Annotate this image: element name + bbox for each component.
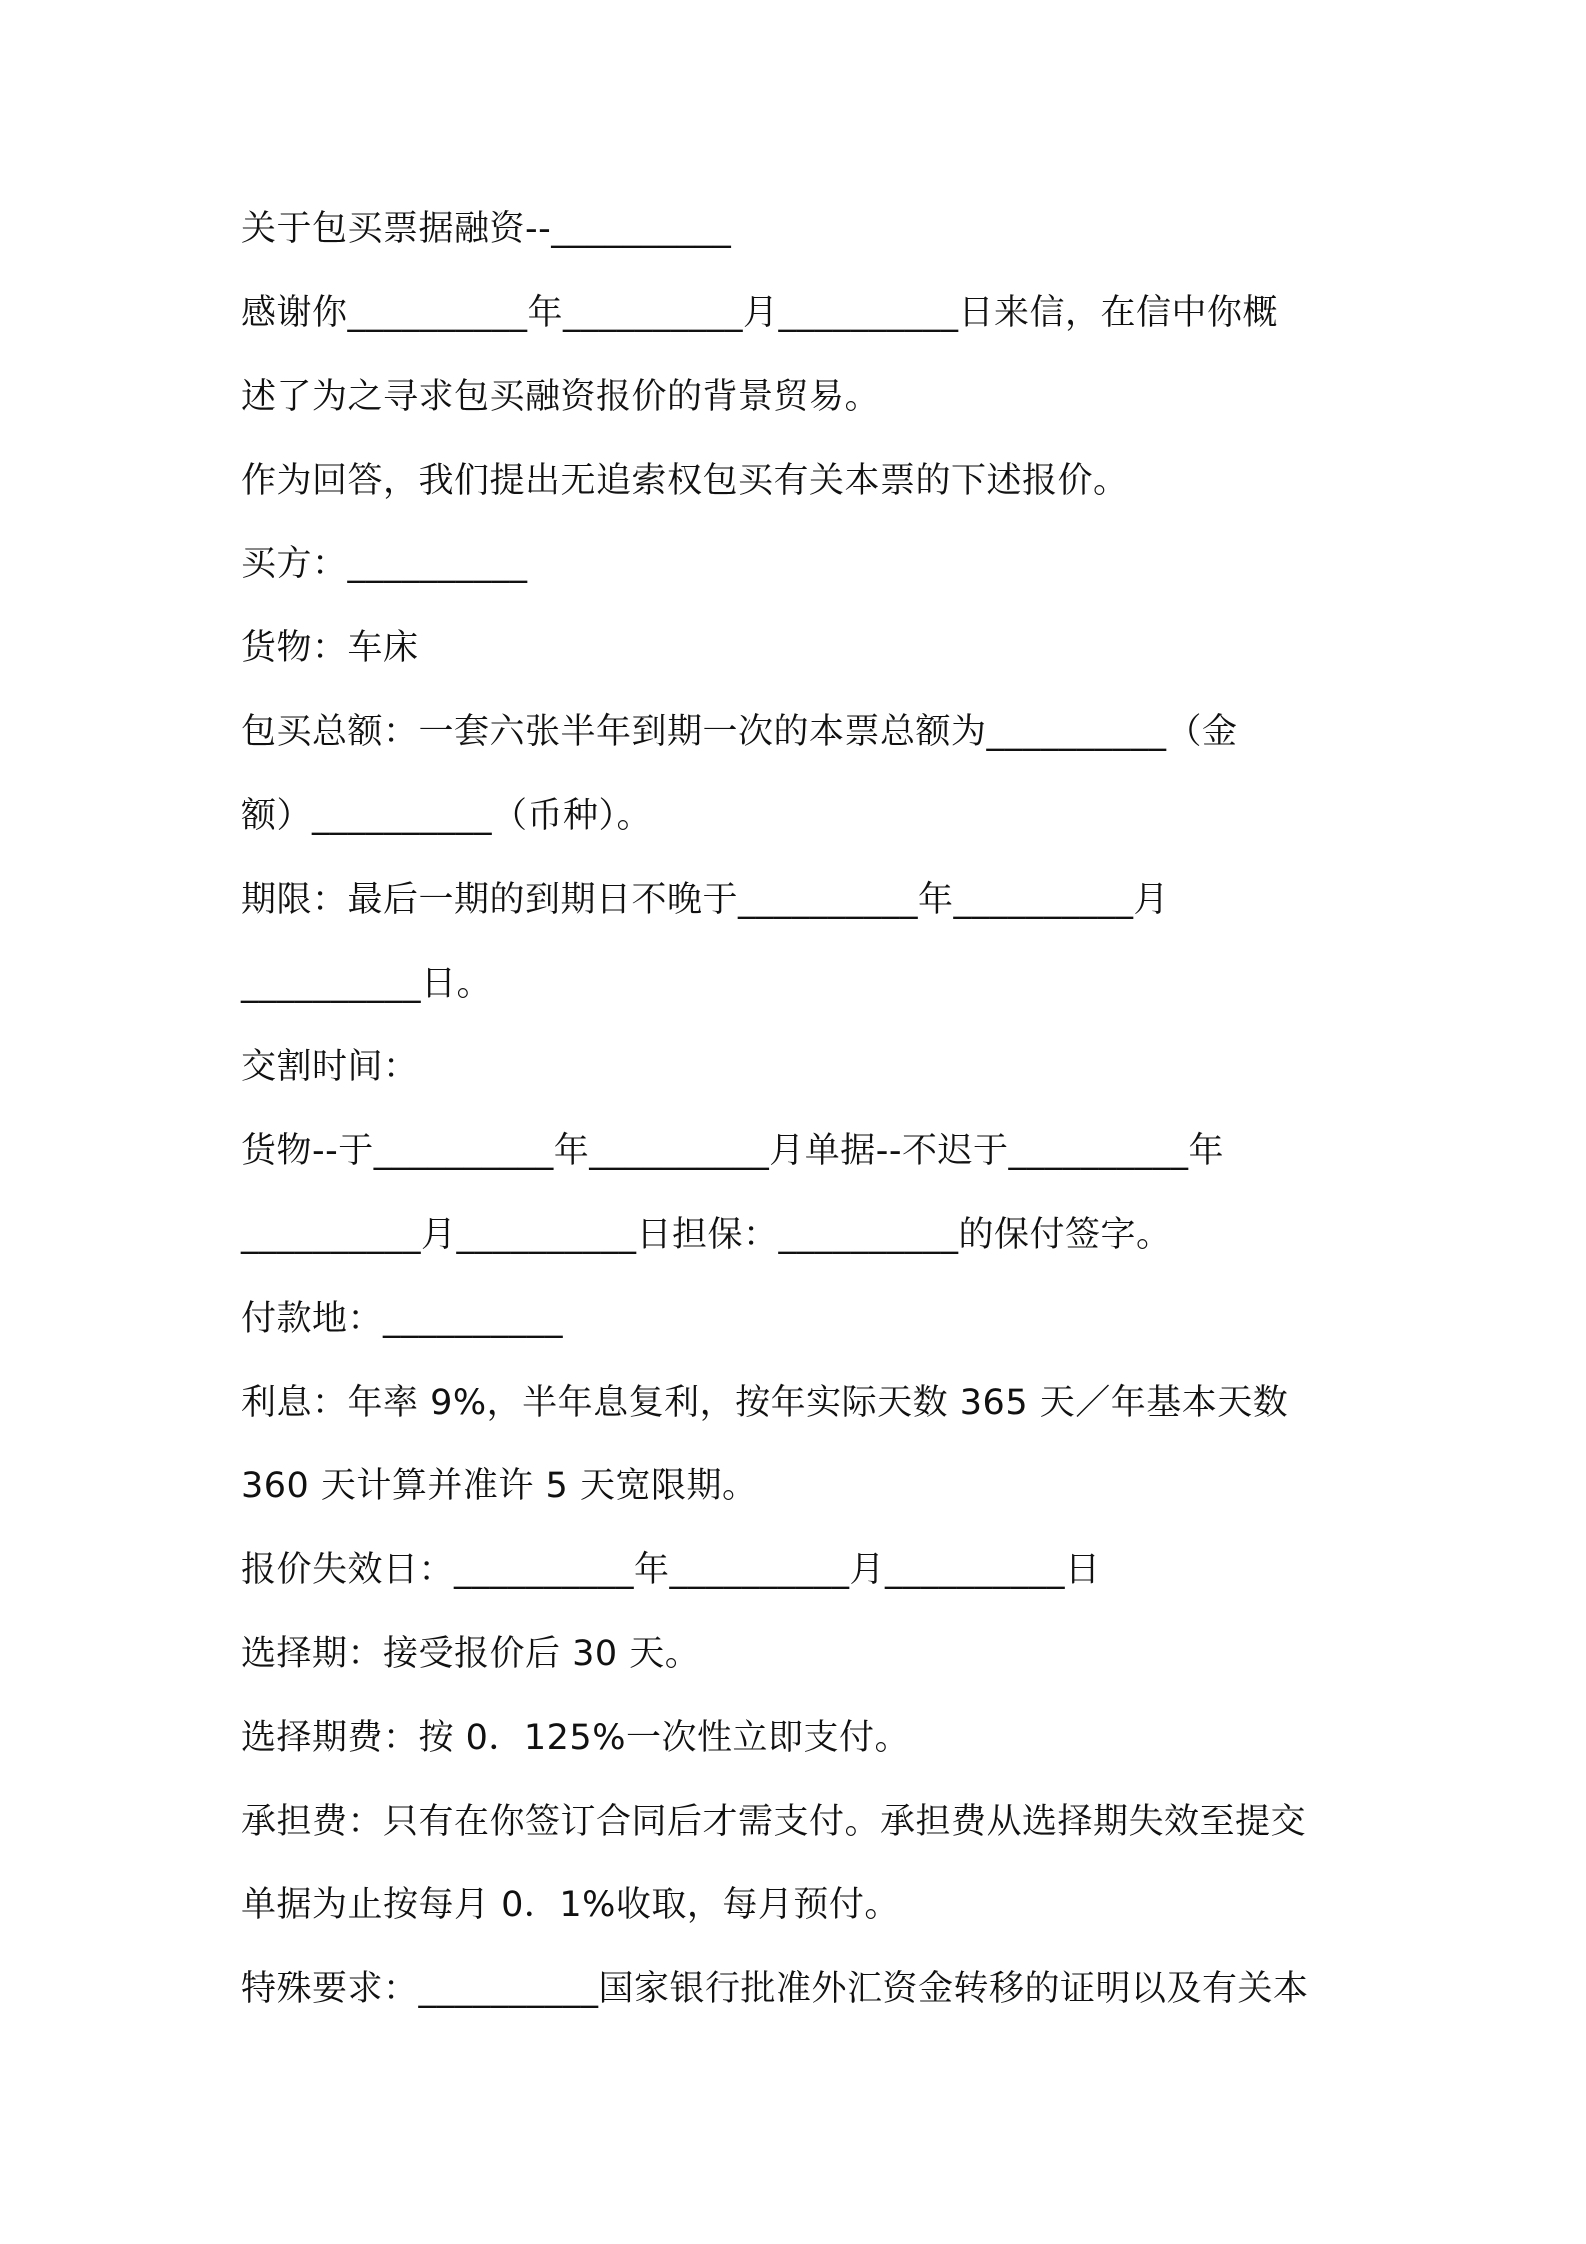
field-delivery-goods: 货物--于__________年__________月单据--不迟于__________年	[241, 1131, 1225, 1171]
field-option-period: 选择期：接受报价后 30 天。	[241, 1634, 701, 1674]
field-commitment-fee: 承担费：只有在你签订合同后才需支付。承担费从选择期失效至提交	[241, 1802, 1307, 1842]
field-delivery-guarantee: __________月__________日担保：__________的保付签字。	[241, 1215, 1172, 1255]
field-interest: 利息：年率 9%，半年息复利，按年实际天数 365 天／年基本天数	[241, 1383, 1289, 1423]
field-commitment-fee-cont: 单据为止按每月 0．1%收取，每月预付。	[241, 1885, 900, 1925]
field-payment-place: 付款地：__________	[241, 1299, 564, 1339]
field-option-fee: 选择期费：按 0．125%一次性立即支付。	[241, 1718, 910, 1758]
field-delivery-time: 交割时间：	[241, 1047, 419, 1087]
field-goods: 货物：车床	[241, 628, 419, 668]
field-interest-cont: 360 天计算并准许 5 天宽限期。	[241, 1466, 758, 1506]
field-total-amount: 包买总额：一套六张半年到期一次的本票总额为__________（金	[241, 712, 1238, 752]
field-total-amount-cont: 额）__________（币种）。	[241, 796, 653, 836]
field-offer-expiry: 报价失效日：__________年__________月__________日	[241, 1550, 1101, 1590]
body-line: 述了为之寻求包买融资报价的背景贸易。	[241, 377, 881, 417]
field-special-requirements: 特殊要求：__________国家银行批准外汇资金转移的证明以及有关本	[241, 1969, 1309, 2009]
field-term-cont: __________日。	[241, 964, 493, 1004]
body-line: 作为回答，我们提出无追索权包买有关本票的下述报价。	[241, 461, 1129, 501]
field-buyer: 买方：__________	[241, 544, 528, 584]
field-term: 期限：最后一期的到期日不晚于__________年__________月	[241, 880, 1170, 920]
title-line: 关于包买票据融资--__________	[241, 209, 732, 249]
body-line: 感谢你__________年__________月__________日来信，在信中你概	[241, 293, 1279, 333]
